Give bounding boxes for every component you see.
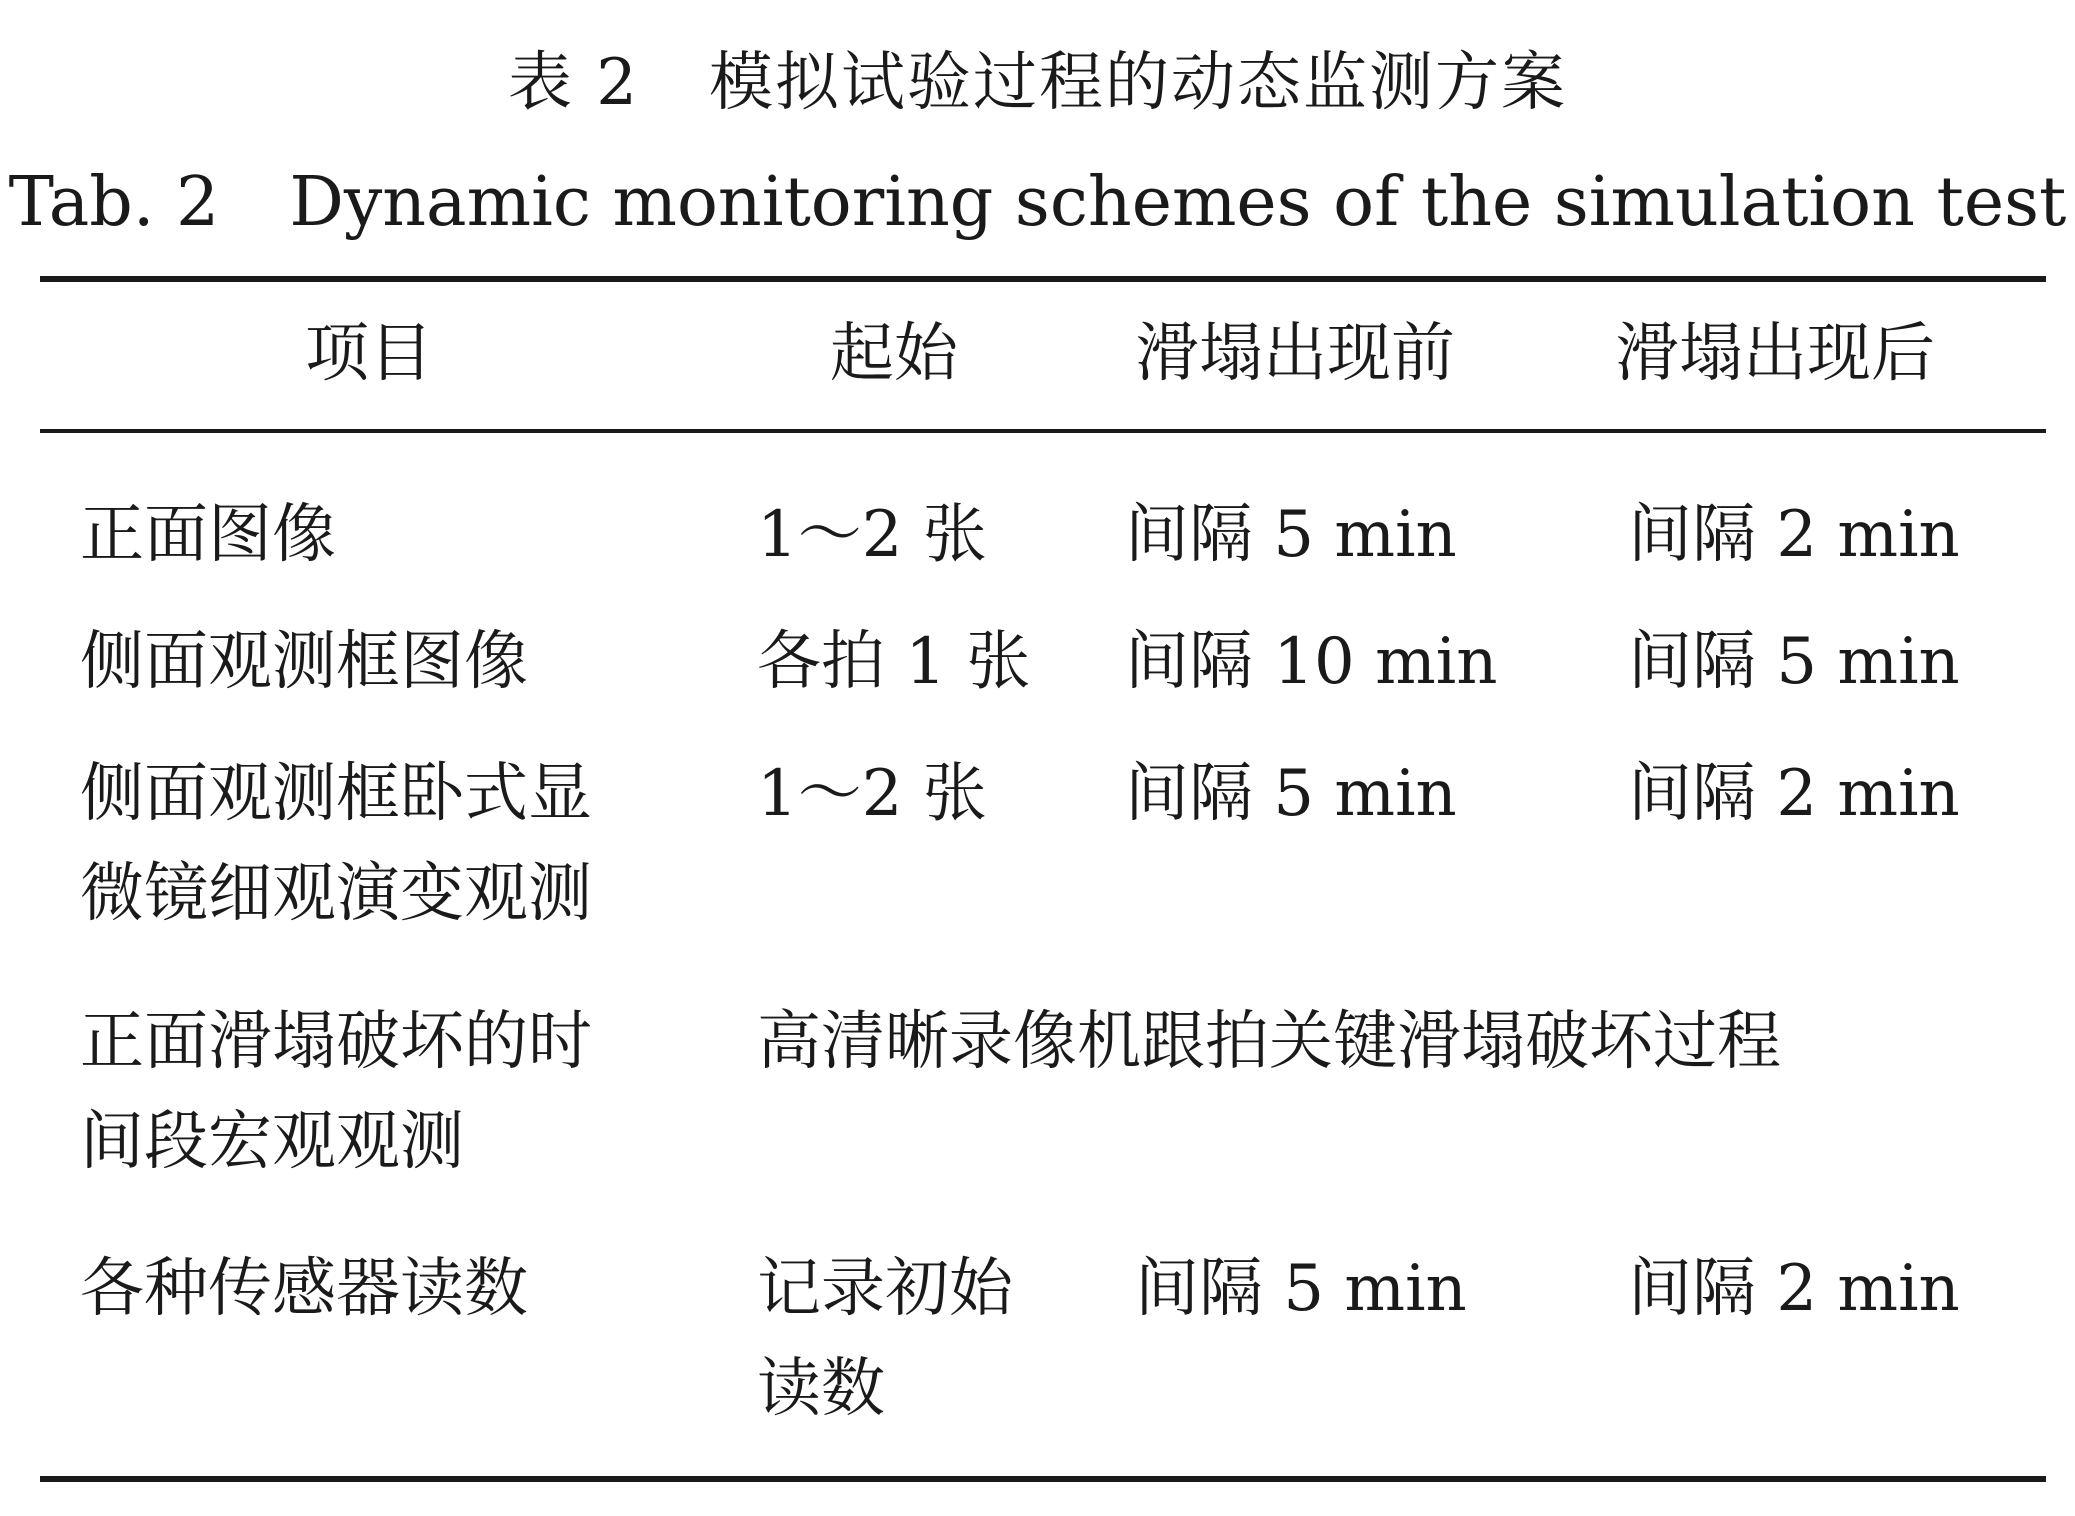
row3-item: 侧面观测框卧式显 微镜细观演变观测 xyxy=(80,757,592,931)
header-before-collapse: 滑塌出现前 xyxy=(1135,317,1455,391)
row2-start: 各拍 1 张 xyxy=(757,625,1031,699)
table-caption-en xyxy=(0,158,2075,248)
row3-start: 1～2 张 xyxy=(757,757,987,831)
row3-after: 间隔 2 min xyxy=(1628,757,1960,831)
row1-start: 1～2 张 xyxy=(757,498,987,572)
table-header-rule xyxy=(40,429,2046,433)
header-after-collapse: 滑塌出现后 xyxy=(1615,317,1935,391)
row1-after: 间隔 2 min xyxy=(1628,498,1960,572)
row2-before: 间隔 10 min xyxy=(1125,625,1498,699)
caption-label-cn: 表 2 xyxy=(507,46,640,120)
header-start: 起始 xyxy=(830,317,958,391)
row5-before: 间隔 5 min xyxy=(1135,1252,1467,1326)
table-caption-cn xyxy=(0,38,2075,128)
table-bottom-rule xyxy=(40,1476,2046,1482)
row4-span: 高清晰录像机跟拍关键滑塌破坏过程 xyxy=(757,1005,1781,1079)
row3-before: 间隔 5 min xyxy=(1125,757,1457,831)
caption-label-en: Tab. 2 xyxy=(8,163,220,242)
row5-after: 间隔 2 min xyxy=(1628,1252,1960,1326)
row2-after: 间隔 5 min xyxy=(1628,625,1960,699)
row5-start: 记录初始 读数 xyxy=(757,1252,1013,1426)
row1-item: 正面图像 xyxy=(80,498,336,572)
header-item: 项目 xyxy=(305,317,433,391)
row1-before: 间隔 5 min xyxy=(1125,498,1457,572)
row2-item: 侧面观测框图像 xyxy=(80,625,528,699)
row5-item: 各种传感器读数 xyxy=(80,1252,528,1326)
row4-item: 正面滑塌破坏的时 间段宏观观测 xyxy=(80,1005,592,1179)
caption-title-cn: 模拟试验过程的动态监测方案 xyxy=(709,46,1568,120)
table-top-rule xyxy=(40,276,2046,282)
caption-title-en: Dynamic monitoring schemes of the simulation test xyxy=(289,163,2067,242)
